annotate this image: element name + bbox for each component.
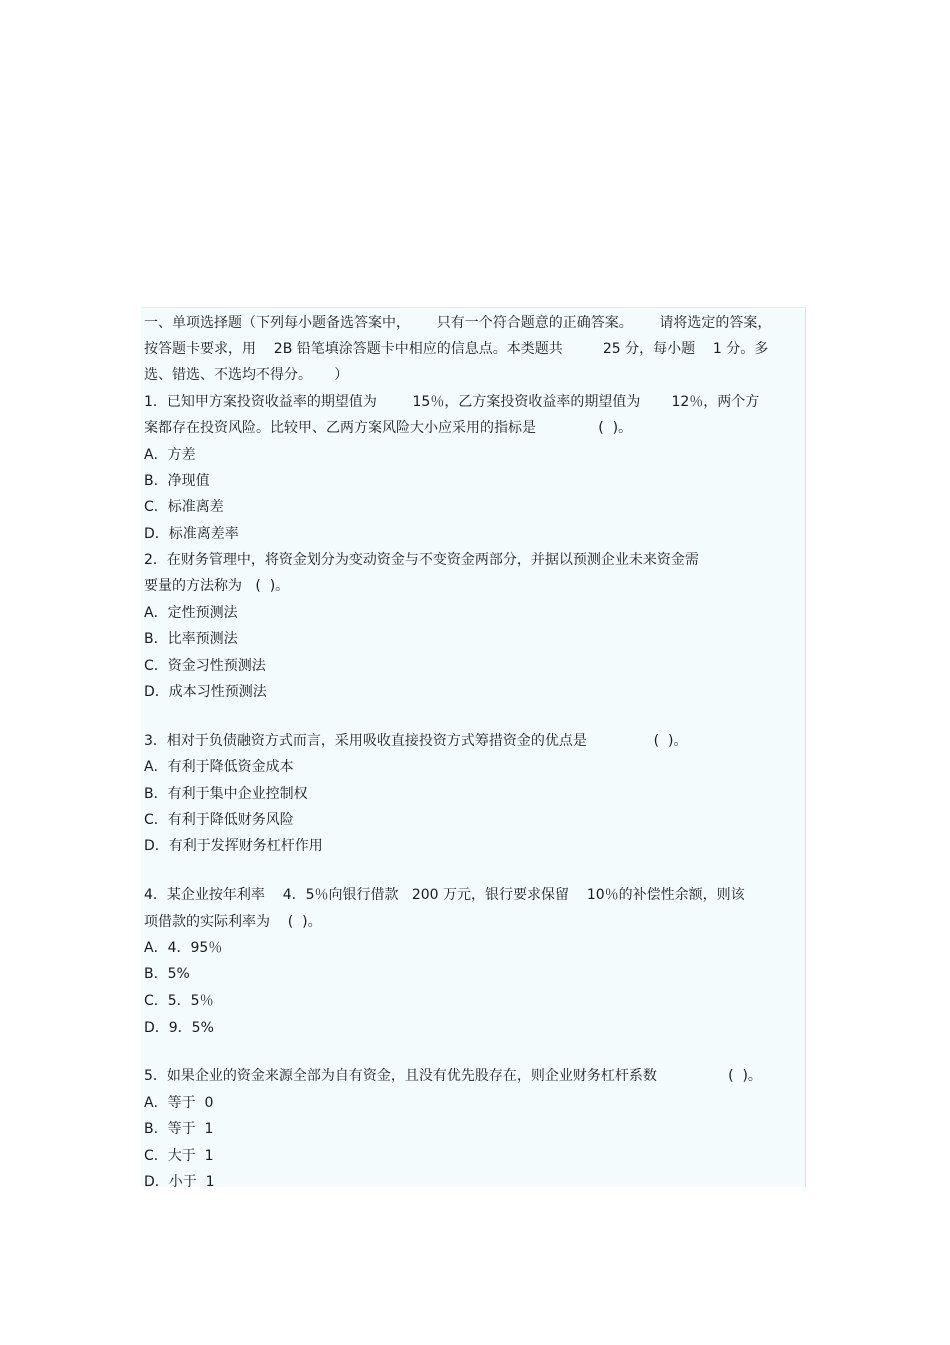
question-4-stem-line-1: 4．某企业按年利率 4．5％向银行借款 200 万元，银行要求保留 10％的补偿性余额，则该	[144, 887, 745, 903]
question-5-stem-line-1: 5．如果企业的资金来源全部为自有资金，且没有优先股存在，则企业财务杠杆系数 ( )。	[144, 1068, 762, 1084]
question-4-stem-line-2: 项借款的实际利率为 ( )。	[144, 914, 322, 930]
section-header-line-1: 一、单项选择题（下列每小题备选答案中， 只有一个符合题意的正确答案。 请将选定的答案，	[144, 315, 772, 331]
question-1-option-a: A．方差	[144, 447, 196, 463]
question-3-option-a: A．有利于降低资金成本	[144, 759, 294, 775]
question-5-option-c: C．大于 1	[144, 1148, 214, 1164]
question-5-option-b: B．等于 1	[144, 1121, 214, 1137]
question-1-option-c: C．标准离差	[144, 499, 224, 515]
question-2-option-d: D．成本习性预测法	[144, 684, 267, 700]
question-1-stem-line-1: 1．已知甲方案投资收益率的期望值为 15％，乙方案投资收益率的期望值为 12％，两个方	[144, 394, 760, 410]
question-2-stem-line-2: 要量的方法称为 ( )。	[144, 578, 290, 594]
question-2-option-b: B．比率预测法	[144, 631, 238, 647]
question-4-option-c: C．5．5％	[144, 993, 214, 1009]
section-header-line-3: 选、错选、不选均不得分。 ）	[144, 367, 349, 383]
question-1-option-d: D．标准离差率	[144, 526, 239, 542]
question-3-option-b: B．有利于集中企业控制权	[144, 786, 308, 802]
question-4-option-b: B．5%	[144, 966, 190, 982]
question-2-stem-line-1: 2．在财务管理中，将资金划分为变动资金与不变资金两部分，并据以预测企业未来资金需	[144, 552, 699, 568]
question-3-stem-line-1: 3．相对于负债融资方式而言，采用吸收直接投资方式筹措资金的优点是 ( )。	[144, 733, 688, 749]
question-5-option-d: D．小于 1	[144, 1174, 215, 1187]
question-3-option-c: C．有利于降低财务风险	[144, 812, 294, 828]
question-1-option-b: B．净现值	[144, 473, 210, 489]
question-3-option-d: D．有利于发挥财务杠杆作用	[144, 838, 323, 854]
question-panel	[141, 307, 806, 1187]
question-5-option-a: A．等于 0	[144, 1095, 214, 1111]
section-header-line-2: 按答题卡要求，用 2B 铅笔填涂答题卡中相应的信息点。本类题共 25 分，每小题 1 分。多	[144, 341, 769, 357]
question-1-stem-line-2: 案都存在投资风险。比较甲、乙两方案风险大小应采用的指标是 ( )。	[144, 420, 633, 436]
question-4-option-a: A．4．95％	[144, 940, 223, 956]
question-2-option-a: A．定性预测法	[144, 605, 238, 621]
question-2-option-c: C．资金习性预测法	[144, 658, 266, 674]
question-4-option-d: D．9．5%	[144, 1020, 214, 1036]
